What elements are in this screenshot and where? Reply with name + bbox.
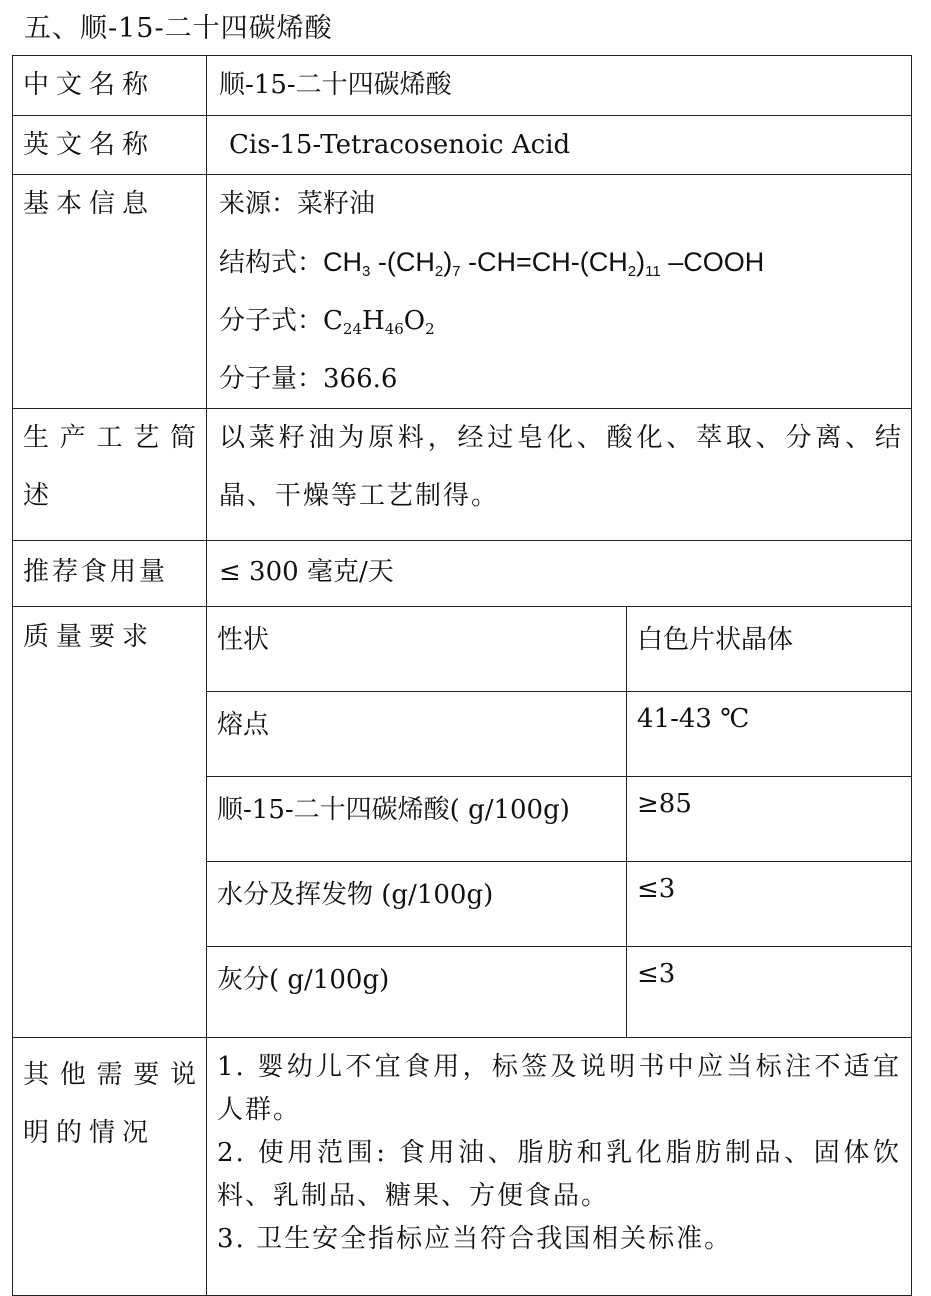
quality-label: 质量要求 bbox=[13, 607, 207, 1038]
mw-label: 分子量： bbox=[219, 364, 324, 394]
mw-line bbox=[219, 350, 903, 408]
quality-item-value: 白色片状晶体 bbox=[627, 607, 912, 692]
info-table bbox=[12, 55, 912, 1296]
process-value: 以菜籽油为原料，经过皂化、酸化、萃取、分离、结 晶、干燥等工艺制得。 bbox=[207, 409, 912, 541]
quality-item-name: 灰分( g/100g) bbox=[207, 947, 627, 1038]
quality-subtable-cell bbox=[207, 607, 912, 1038]
notes-label: 其他需要说 明的情况 bbox=[13, 1038, 207, 1296]
en-name-value: Cis-15-Tetracosenoic Acid bbox=[207, 116, 912, 175]
quality-subtable bbox=[207, 607, 911, 1037]
note-line: 料、乳制品、糖果、方便食品。 bbox=[217, 1181, 610, 1211]
note-line: 人群。 bbox=[217, 1095, 302, 1125]
row-process bbox=[13, 409, 912, 541]
quality-item-value: ≥85 bbox=[627, 777, 912, 862]
en-name-label: 英文名称 bbox=[13, 116, 207, 175]
molecular-formula: $C_{24}H_{46}O_2$ bbox=[323, 306, 435, 338]
row-quality bbox=[13, 607, 912, 1038]
row-basic-info bbox=[13, 175, 912, 409]
quality-item-name: 熔点 bbox=[207, 692, 627, 777]
note-line: 3. 卫生安全指标应当符合我国相关标准。 bbox=[217, 1224, 733, 1254]
note-line: 2. 使用范围: 食用油、脂肪和乳化脂肪制品、固体饮 bbox=[217, 1138, 901, 1168]
dose-value: ≤ 300 毫克/天 bbox=[207, 541, 912, 607]
quality-item bbox=[207, 692, 911, 777]
basic-info-label: 基本信息 bbox=[13, 175, 207, 409]
quality-item-name: 性状 bbox=[207, 607, 627, 692]
row-dose bbox=[13, 541, 912, 607]
page-title: 五、顺-15-二十四碳烯酸 bbox=[24, 13, 333, 44]
quality-item-name: 水分及挥发物 (g/100g) bbox=[207, 862, 627, 947]
row-en-name bbox=[13, 116, 912, 175]
quality-item-value: 41-43 ℃ bbox=[627, 692, 912, 777]
source-value: 菜籽油 bbox=[297, 189, 376, 219]
process-label: 生产工艺简 述 bbox=[13, 409, 207, 541]
structure-line bbox=[219, 233, 903, 292]
structure-formula: $CH_3$ $-(CH_2)_7$ $-CH=CH-(CH_2)_{11}$ –COOH bbox=[323, 247, 765, 280]
mw-value: 366.6 bbox=[323, 364, 398, 394]
quality-item bbox=[207, 607, 911, 692]
source-line bbox=[219, 175, 903, 233]
quality-item bbox=[207, 947, 911, 1038]
quality-item bbox=[207, 862, 911, 947]
quality-item-name: 顺-15-二十四碳烯酸( g/100g) bbox=[207, 777, 627, 862]
quality-item-value: ≤3 bbox=[627, 862, 912, 947]
source-label: 来源： bbox=[219, 189, 298, 219]
note-line: 1. 婴幼儿不宜食用，标签及说明书中应当标注不适宜 bbox=[217, 1052, 901, 1082]
cn-name-value: 顺-15-二十四碳烯酸 bbox=[207, 56, 912, 116]
dose-label: 推荐食用量 bbox=[13, 541, 207, 607]
cn-name-label: 中文名称 bbox=[13, 56, 207, 116]
formula-label: 分子式： bbox=[219, 306, 324, 336]
formula-line bbox=[219, 292, 903, 350]
structure-label: 结构式： bbox=[219, 248, 324, 278]
basic-info-value bbox=[207, 175, 912, 409]
row-cn-name bbox=[13, 56, 912, 116]
quality-item-value: ≤3 bbox=[637, 959, 676, 989]
quality-item bbox=[207, 777, 911, 862]
